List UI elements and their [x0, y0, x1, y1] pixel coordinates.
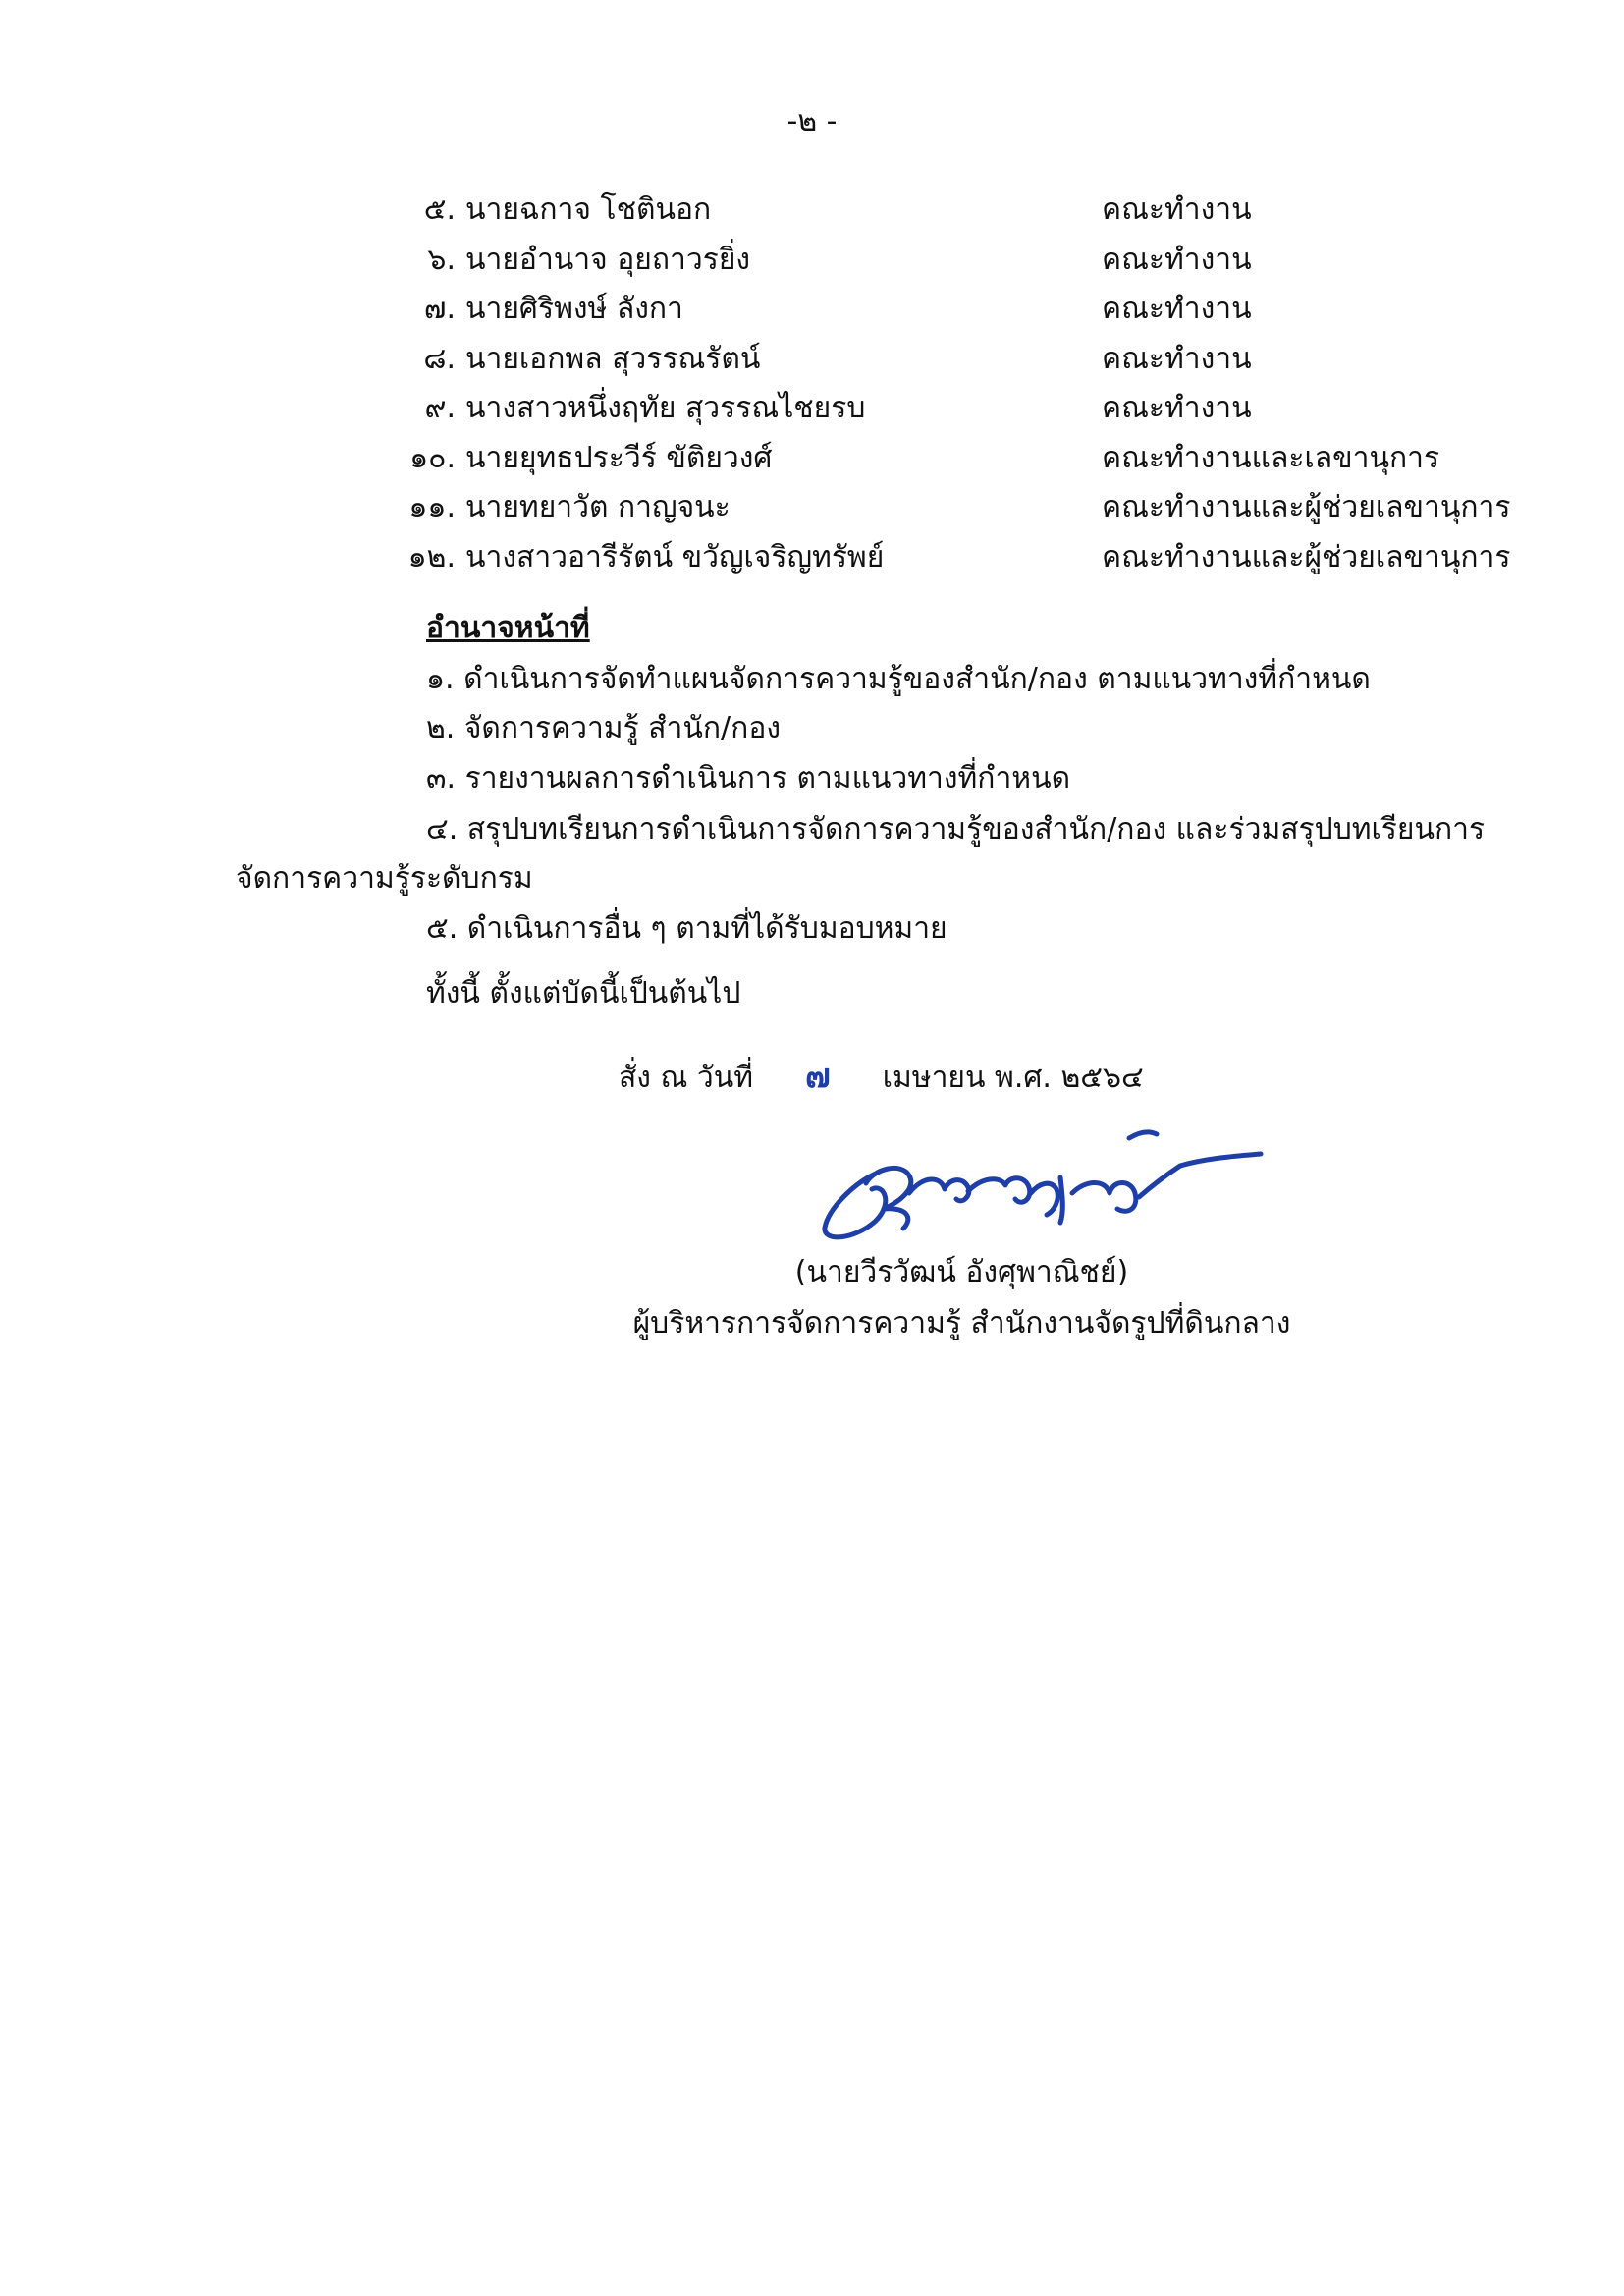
member-role: คณะทำงานและผู้ช่วยเลขานุการ: [1102, 540, 1511, 574]
member-role: คณะทำงาน: [1102, 192, 1252, 227]
handwritten-signature: [815, 1124, 1267, 1252]
member-role: คณะทำงาน: [1102, 342, 1252, 376]
duty-item: ๓. รายงานผลการดำเนินการ ตามแนวทางที่กำหนด: [426, 761, 1071, 795]
member-number: ๑๑.: [408, 490, 456, 524]
duty-item: ๑. ดำเนินการจัดทำแผนจัดการความรู้ของสำนัก/กอง ตามแนวทางที่กำหนด: [426, 662, 1371, 696]
page-number: -๒ -: [786, 104, 838, 138]
member-number: ๕.: [423, 192, 456, 227]
member-role: คณะทำงาน: [1102, 243, 1252, 277]
member-name: นายยุทธประวีร์ ขัติยวงศ์: [465, 441, 773, 475]
member-name: นายฉกาจ โชตินอก: [465, 192, 712, 227]
member-number: ๖.: [427, 243, 456, 277]
member-number: ๗.: [423, 292, 456, 326]
duty-item-continuation: จัดการความรู้ระดับกรม: [236, 861, 533, 896]
member-number: ๑๐.: [409, 441, 456, 475]
member-name: นางสาวหนึ่งฤทัย สุวรรณไชยรบ: [465, 391, 866, 425]
order-date-prefix: สั่ง ณ วันที่: [619, 1061, 753, 1095]
order-date-month-year: เมษายน พ.ศ. ๒๕๖๔: [882, 1061, 1144, 1095]
member-role: คณะทำงาน: [1102, 292, 1252, 326]
member-role: คณะทำงานและเลขานุการ: [1102, 441, 1440, 475]
member-number: ๑๒.: [407, 540, 456, 574]
duty-item: ๒. จัดการความรู้ สำนัก/กอง: [426, 711, 781, 745]
duty-item: ๔. สรุปบทเรียนการดำเนินการจัดการความรู้ของสำนัก/กอง และร่วมสรุปบทเรียนการ: [426, 812, 1486, 847]
duty-item: ๕. ดำเนินการอื่น ๆ ตามที่ได้รับมอบหมาย: [426, 911, 947, 946]
order-date-day: ๗: [805, 1057, 831, 1096]
signer-position: ผู้บริหารการจัดการความรู้ สำนักงานจัดรูปที่ดินกลาง: [632, 1306, 1291, 1340]
duties-heading: อำนาจหน้าที่: [426, 611, 590, 645]
member-number: ๘.: [423, 342, 456, 376]
signer-name: (นายวีรวัฒน์ อังศุพาณิชย์): [794, 1255, 1129, 1289]
member-role: คณะทำงาน: [1102, 391, 1252, 425]
order-date: [619, 1057, 1144, 1098]
member-name: นายอำนาจ อุยถาวรยิ่ง: [465, 243, 751, 277]
member-role: คณะทำงานและผู้ช่วยเลขานุการ: [1102, 490, 1511, 524]
member-name: นางสาวอารีรัตน์ ขวัญเจริญทรัพย์: [465, 540, 885, 574]
member-name: นายศิริพงษ์ ลังกา: [465, 292, 683, 326]
member-name: นายทยาวัต กาญจนะ: [465, 490, 731, 524]
closing-statement: ทั้งนี้ ตั้งแต่บัดนี้เป็นต้นไป: [426, 976, 741, 1011]
member-number: ๙.: [424, 391, 456, 425]
member-name: นายเอกพล สุวรรณรัตน์: [465, 342, 761, 376]
